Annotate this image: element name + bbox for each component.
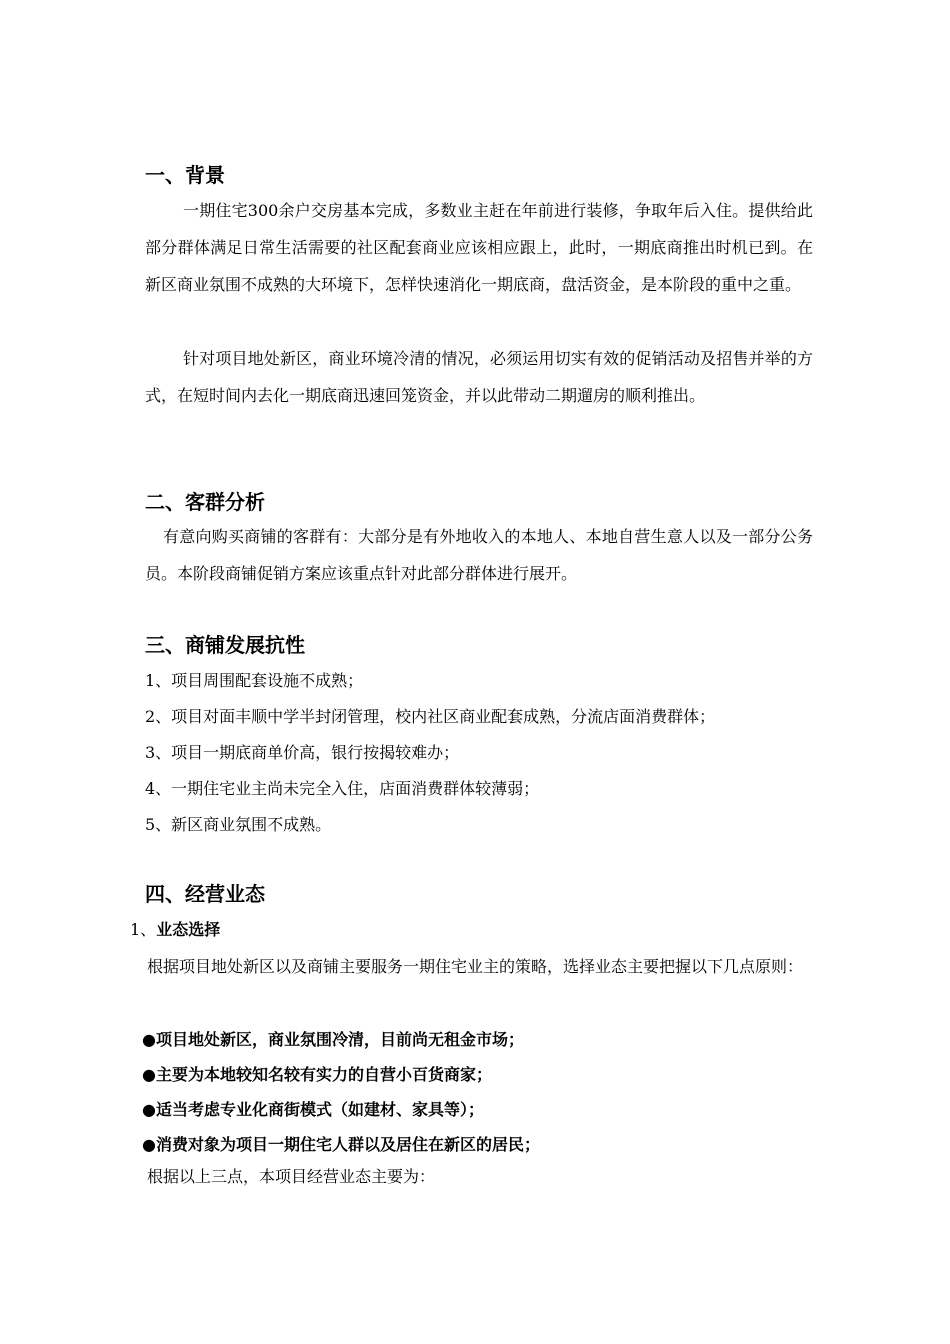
resistance-item: 4、一期住宅业主尚未完全入住，店面消费群体较薄弱； bbox=[145, 779, 540, 798]
background-paragraph-2: 针对项目地处新区，商业环境冷清的情况，必须运用切实有效的促销活动及招售并举的方式，在短时间内去化一期底商迅速回笼资金，并以此带动二期遛房的顺利推出。 bbox=[145, 349, 813, 405]
customer-analysis-paragraph: 有意向购买商铺的客群有：大部分是有外地收入的本地人、本地自营生意人以及一部分公务员。本阶段商铺促销方案应该重点针对此部分群体进行展开。 bbox=[145, 527, 813, 583]
resistance-item: 1、项目周围配套设施不成熟； bbox=[145, 671, 364, 690]
section-heading-business-format: 四、经营业态 bbox=[145, 882, 265, 906]
subsection-title bbox=[130, 919, 220, 941]
subsection-label: 业态选择 bbox=[156, 920, 221, 939]
resistance-item: 5、新区商业氛围不成熟。 bbox=[145, 815, 332, 834]
resistance-item: 3、项目一期底商单价高，银行按揭较难办； bbox=[145, 743, 460, 762]
background-paragraph-1: 一期住宅300余户交房基本完成，多数业主赶在年前进行装修，争取年后入住。提供给此部分群体满足日常生活需要的社区配套商业应该相应跟上，此时，一期底商推出时机已到。在新区商业氛围不成熟的大环境下，怎样快速消化一期底商，盘活资金，是本阶段的重中之重。 bbox=[145, 201, 813, 294]
section-heading-background: 一、背景 bbox=[145, 163, 225, 187]
principle-bullet: ●主要为本地较知名较有实力的自营小百货商家； bbox=[142, 1065, 492, 1084]
section-heading-resistance: 三、商铺发展抗性 bbox=[145, 633, 305, 657]
principle-bullet: ●项目地处新区，商业氛围冷清，目前尚无租金市场； bbox=[142, 1030, 524, 1049]
resistance-item: 2、项目对面丰顺中学半封闭管理，校内社区商业配套成熟，分流店面消费群体； bbox=[145, 707, 716, 726]
business-format-intro: 根据项目地处新区以及商铺主要服务一期住宅业主的策略，选择业态主要把握以下几点原则： bbox=[147, 957, 804, 976]
principle-bullet: ●消费对象为项目一期住宅人群以及居住在新区的居民； bbox=[142, 1135, 540, 1154]
section-heading-customer-analysis: 二、客群分析 bbox=[145, 490, 265, 514]
subsection-number: 1、 bbox=[130, 920, 157, 939]
principle-bullet: ●适当考虑专业化商街模式（如建材、家具等）； bbox=[142, 1100, 484, 1119]
business-format-closing: 根据以上三点，本项目经营业态主要为： bbox=[147, 1167, 436, 1186]
